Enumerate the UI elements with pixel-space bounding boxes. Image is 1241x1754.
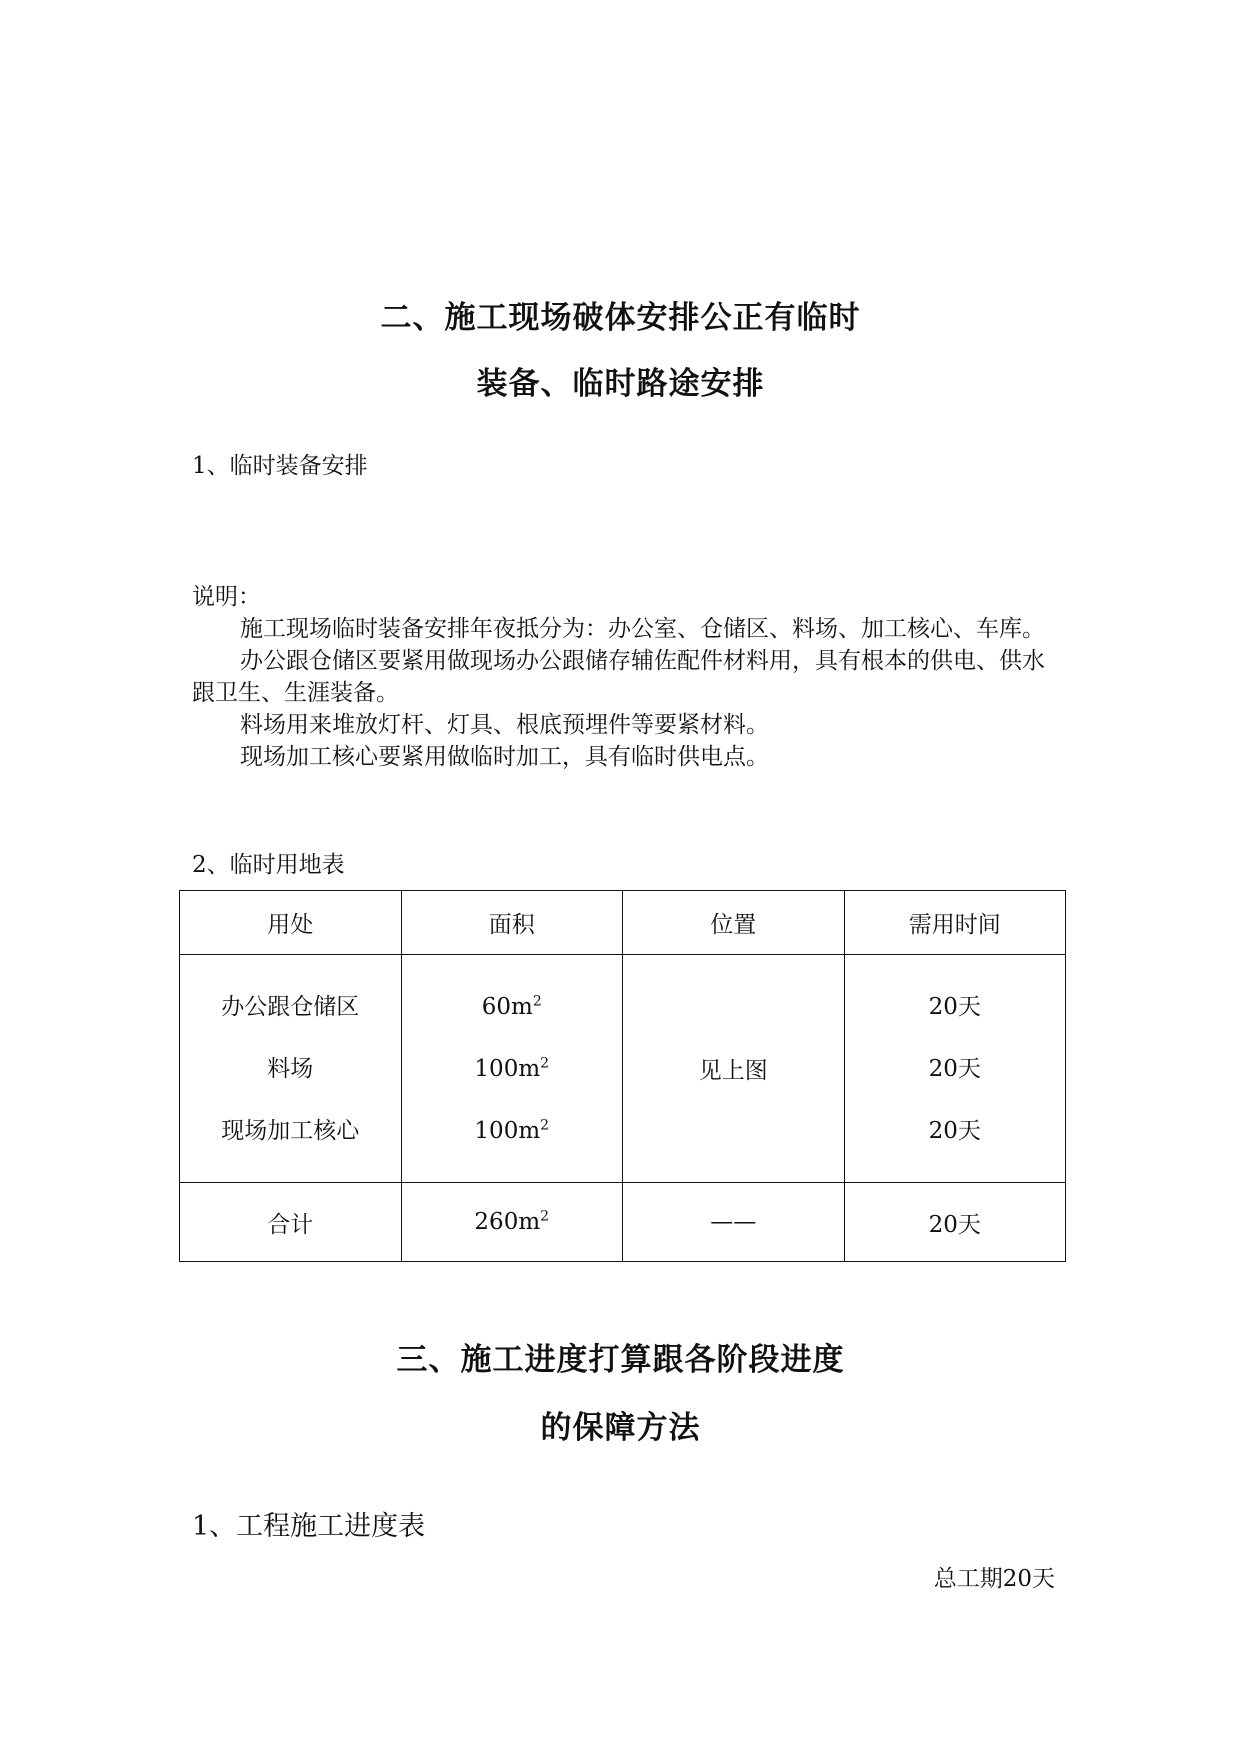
section-3-title-line-1: 三、施工进度打算跟各阶段进度 [396,1342,845,1378]
land-use-table [179,890,1066,1262]
total-location: —— [623,1183,845,1262]
description-paragraph-1: 施工现场临时装备安排年夜抵分为：办公室、仓储区、料场、加工核心、车库。 [240,616,1045,642]
use-material-yard: 料场 [267,1055,314,1082]
description-label: 说明： [192,584,261,610]
header-duration: 需用时间 [844,891,1066,955]
description-paragraph-2: 办公跟仓储区要紧用做现场办公跟储存辅佐配件材料用，具有根本的供电、供水跟卫生、生涯装备。 [192,648,1045,706]
total-area: $260m^2$ [401,1183,623,1262]
area-value: $100m^2$ [474,1116,550,1144]
description-paragraph-3: 料场用来堆放灯杆、灯具、根底预埋件等要紧材料。 [240,712,769,738]
use-office-storage: 办公跟仓储区 [221,993,360,1020]
table-row [180,955,1066,1183]
duration-cell [844,955,1066,1183]
duration-value: 20天 [928,993,981,1020]
area-value: $60m^2$ [481,992,542,1020]
table-total-row [180,1183,1066,1262]
subheading-progress-table: 1、工程施工进度表 [192,1511,426,1542]
total-duration: 20天 [844,1183,1066,1262]
total-label: 合计 [180,1183,402,1262]
section-2-title-line-2: 装备、临时路途安排 [476,366,765,402]
header-area: 面积 [401,891,623,955]
header-use: 用处 [180,891,402,955]
section-3-title-line-2: 的保障方法 [540,1410,701,1446]
area-cell [401,955,623,1183]
location-cell: 见上图 [623,955,845,1183]
duration-value: 20天 [928,1117,981,1144]
subheading-land-use-table: 2、临时用地表 [192,852,345,878]
description-paragraph-4: 现场加工核心要紧用做临时加工，具有临时供电点。 [240,744,769,770]
use-processing-center: 现场加工核心 [221,1117,360,1144]
use-cell [180,955,402,1183]
header-location: 位置 [623,891,845,955]
duration-value: 20天 [928,1055,981,1082]
description-block [192,581,1052,773]
table-header-row [180,891,1066,955]
area-value: $100m^2$ [474,1054,550,1082]
subheading-temporary-equipment: 1、临时装备安排 [192,453,368,479]
total-period: 总工期20天 [933,1566,1055,1592]
section-2-title-line-1: 二、施工现场破体安排公正有临时 [380,300,861,336]
